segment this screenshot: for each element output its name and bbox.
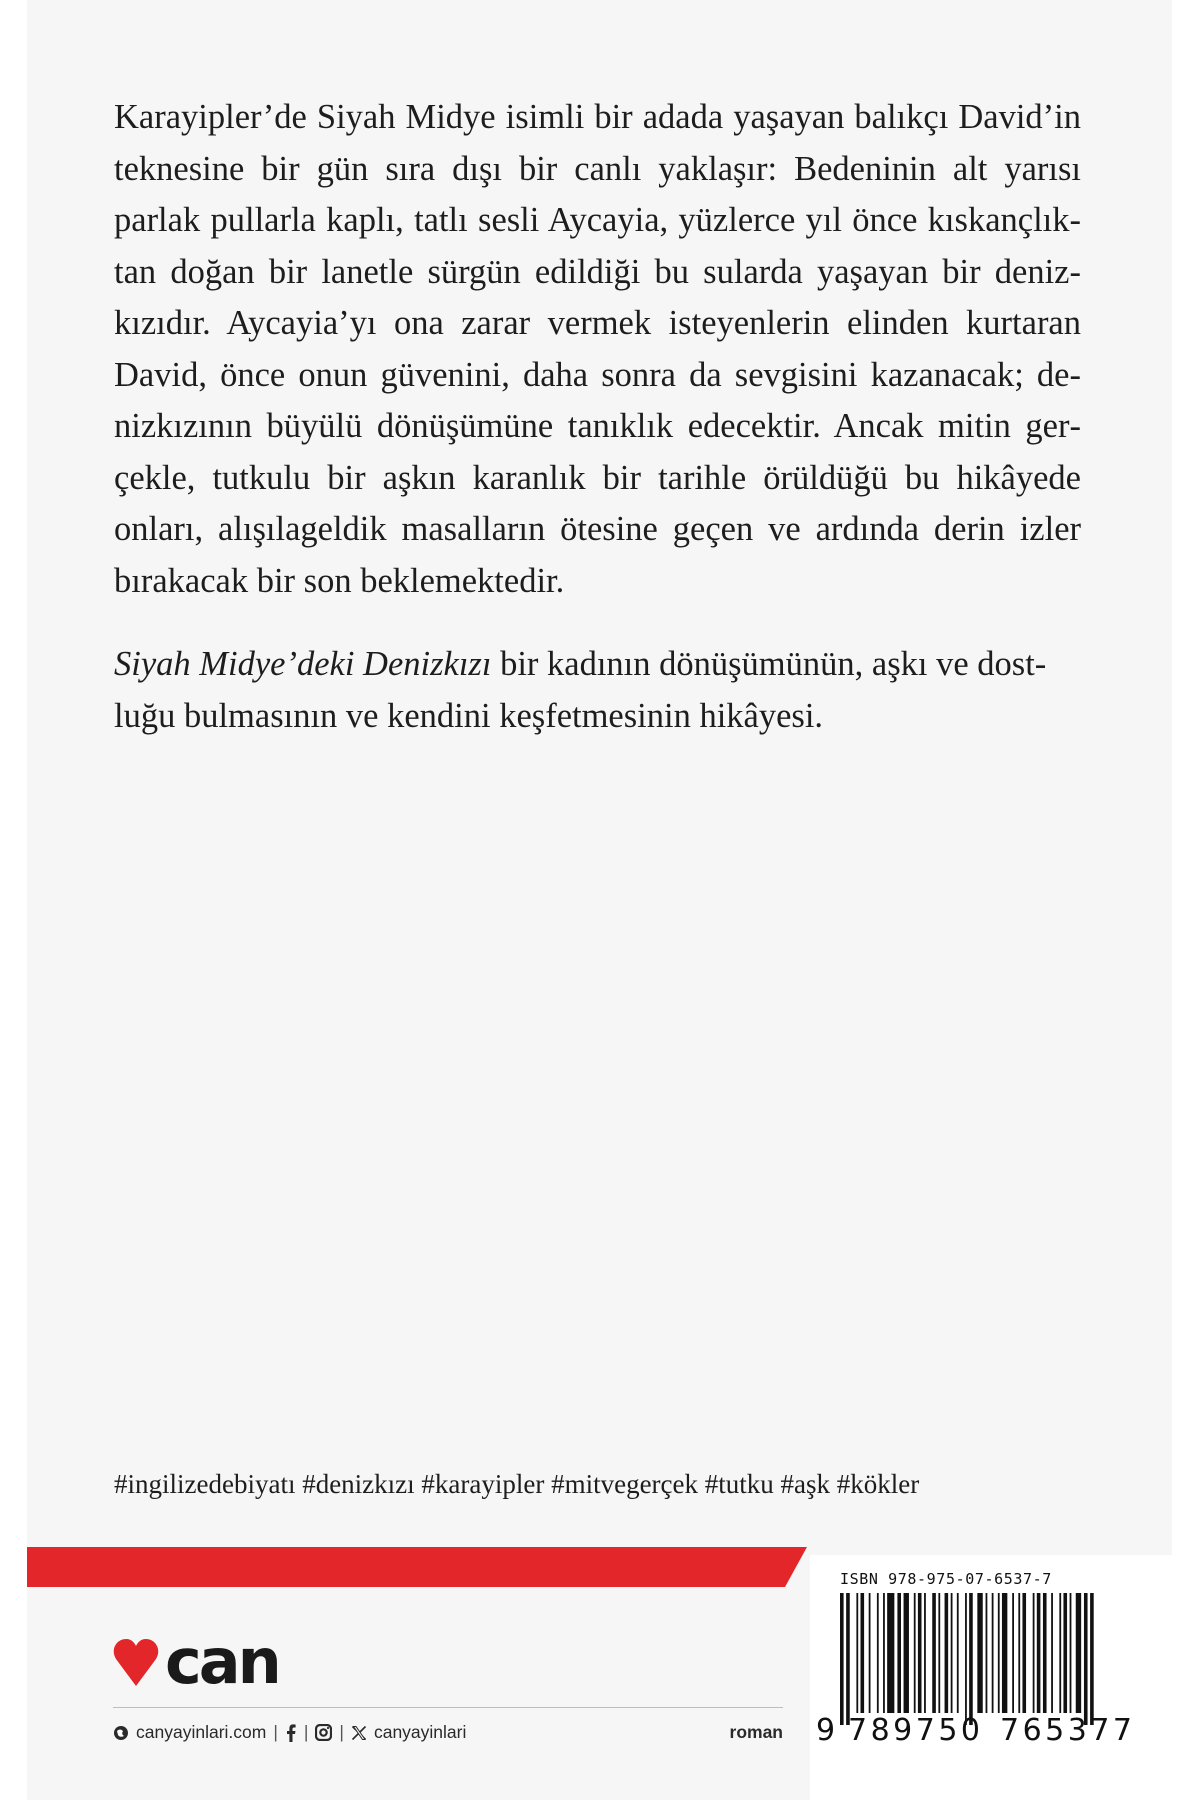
barcode-bar — [1090, 1593, 1094, 1725]
barcode-bar — [897, 1593, 901, 1713]
barcode-bar — [1033, 1593, 1035, 1713]
barcode-bar — [977, 1593, 982, 1713]
heart-logo-icon — [114, 1639, 158, 1686]
social-handle[interactable]: canyayinlari — [373, 1722, 467, 1742]
barcode-bars — [840, 1593, 1160, 1725]
barcode-bar — [869, 1593, 871, 1713]
barcode-bar — [992, 1593, 994, 1713]
barcode-bar — [969, 1593, 973, 1725]
barcode-bar — [1063, 1593, 1067, 1713]
hashtags: #ingilizedebiyatı #denizkızı #karayipler #mitvegerçek #tutku #aşk #kökler — [114, 1469, 920, 1499]
publisher-logo — [113, 1636, 303, 1688]
barcode-bar — [846, 1593, 850, 1725]
barcode-bar — [986, 1593, 988, 1713]
blurb — [114, 92, 1081, 742]
barcode-bar — [1070, 1593, 1072, 1713]
barcode-digits-right: 765377 — [1000, 1713, 1136, 1748]
barcode-bar — [1022, 1593, 1026, 1713]
barcode-bar — [887, 1593, 894, 1713]
barcode-bar — [957, 1593, 959, 1713]
blurb-paragraph-2-text: bir kadının dönüşümünün, aşkı ve dostluğu bulmasının ve kendini keşfetmesinin hikâyesi. — [114, 645, 1047, 735]
barcode-bar — [1043, 1593, 1047, 1713]
barcode-digits-left: 789750 — [848, 1713, 984, 1748]
barcode-bar — [840, 1593, 844, 1725]
barcode-bar — [924, 1593, 926, 1713]
barcode-bar — [877, 1593, 879, 1713]
separator: | — [339, 1722, 344, 1742]
instagram-icon[interactable] — [315, 1724, 332, 1741]
barcode-digits — [816, 1715, 1171, 1747]
barcode-bar — [998, 1593, 1000, 1713]
genre-label: roman — [729, 1722, 783, 1742]
barcode-bar — [904, 1593, 909, 1713]
barcode-bar — [1012, 1593, 1014, 1713]
separator: | — [273, 1722, 278, 1742]
x-icon[interactable] — [351, 1725, 367, 1741]
book-title: Siyah Midye’deki Denizkızı — [114, 645, 492, 683]
barcode-bar — [856, 1593, 858, 1713]
barcode-bar — [932, 1593, 936, 1713]
barcode-bar — [1018, 1593, 1020, 1713]
red-band — [27, 1547, 807, 1587]
barcode-bar — [938, 1593, 940, 1713]
barcode-bar — [1084, 1593, 1088, 1725]
barcode-bar — [945, 1593, 949, 1713]
barcode-bar — [1076, 1593, 1081, 1713]
barcode-bar — [1037, 1593, 1041, 1713]
barcode-bar — [1002, 1593, 1007, 1713]
barcode-bar — [965, 1593, 967, 1725]
separator: | — [303, 1722, 309, 1742]
barcode-bar — [1051, 1593, 1053, 1713]
blurb-paragraph-2 — [114, 639, 1081, 742]
logo-text: can — [165, 1636, 279, 1688]
globe-icon — [113, 1725, 129, 1741]
footer — [113, 1722, 783, 1746]
isbn-barcode — [810, 1555, 1172, 1800]
barcode-bar — [951, 1593, 953, 1713]
barcode-bar — [861, 1593, 865, 1713]
barcode-bar — [1059, 1593, 1061, 1713]
isbn-label: ISBN 978-975-07-6537-7 — [840, 1570, 1052, 1588]
barcode-bar — [883, 1593, 885, 1713]
barcode-bar — [914, 1593, 916, 1713]
website-link[interactable]: canyayinlari.com — [136, 1722, 267, 1742]
barcode-bar — [918, 1593, 922, 1713]
barcode-digit-first: 9 — [816, 1713, 836, 1748]
blurb-paragraph-1: Karayipler’de Siyah Midye isimli bir adada yaşayan balıkçı David’in teknesine bir gün sıra dışı bir canlı yaklaşır: Bedeninin alt yarısı parlak pullarla kaplı, tatlı sesli Aycayia, yüzlerce yıl önce kıskançlıktan doğan bir lanetle sürgün edildiği bu sularda yaşayan bir denizkızıdır. Aycayia’yı ona zarar vermek isteyenlerin elinden kurtaran David, önce onun güvenini, daha sonra da sevgisini kazanacak; denizkızının büyülü dönüşümüne tanıklık edecektir. Ancak mitin gerçekle, tutkulu bir aşkın karanlık bir tarihle örüldüğü bu hikâyede onları, alışılageldik masalların ötesine geçen ve ardında derin izler bırakacak bir son beklemektedir. — [114, 98, 1081, 600]
footer-divider — [113, 1707, 783, 1708]
facebook-icon[interactable] — [285, 1724, 297, 1742]
